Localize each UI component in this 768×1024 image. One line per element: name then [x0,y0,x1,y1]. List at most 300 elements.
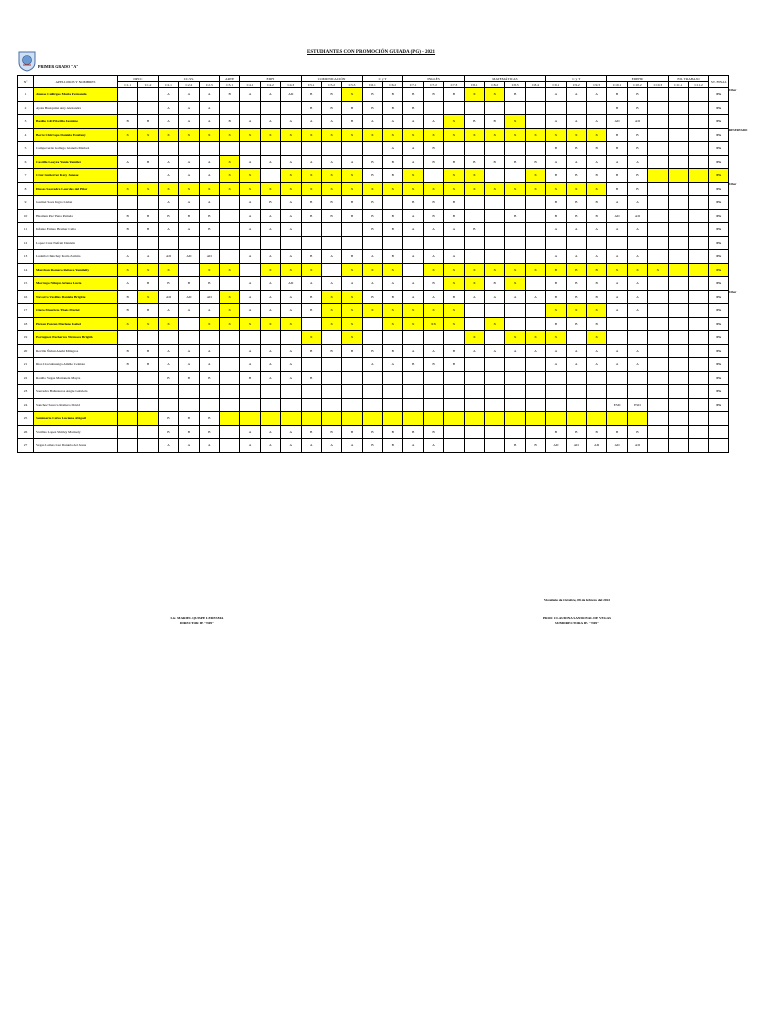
grade-cell [566,236,586,250]
grade-cell: A [607,304,627,318]
grade-cell: B [444,209,464,223]
competency-header: C10.2 [627,82,647,88]
grade-cell: X [383,304,403,318]
grade-cell: A [260,223,280,237]
grade-cell: AD [546,439,566,453]
student-number: 26 [18,425,34,439]
grade-cell [240,236,260,250]
grade-cell: X [342,331,362,345]
grade-cell: B [199,371,219,385]
student-number: 19 [18,331,34,345]
grade-cell [423,331,443,345]
grade-cell: A [199,344,219,358]
grade-cell: X [342,182,362,196]
grade-cell: A [158,304,178,318]
grade-cell: B [158,277,178,291]
grade-cell [668,209,688,223]
grade-cell: A [423,115,443,129]
grade-cell: A [627,304,647,318]
grade-cell: A [281,304,301,318]
grade-cell [444,371,464,385]
grade-cell: B [546,169,566,183]
grade-cell [688,101,708,115]
competency-header: C4.2 [260,82,280,88]
grade-cell [118,398,138,412]
student-row [18,236,729,250]
grade-cell [464,425,484,439]
grade-cell: A [199,304,219,318]
grade-cell: X [464,263,484,277]
grade-cell: A [586,223,606,237]
director-name: Lic. MARIEL QUISPE LEDESMA [170,616,224,620]
grade-cell [301,317,321,331]
competency-header: C10.1 [607,82,627,88]
grade-cell [668,263,688,277]
grade-cell [505,101,525,115]
grade-cell: ESD [627,398,647,412]
grade-cell: A [525,290,545,304]
grade-cell: X [566,182,586,196]
grade-cell: B [423,358,443,372]
student-row [18,331,729,345]
grade-cell [648,412,668,426]
grade-cell [403,412,423,426]
grade-cell [321,398,341,412]
final-status: PG [709,277,729,291]
grade-cell: X [464,128,484,142]
grade-cell [158,236,178,250]
grade-cell: B [342,250,362,264]
grade-cell [586,398,606,412]
grade-cell [281,385,301,399]
grade-cell [546,385,566,399]
grade-cell: A [179,169,199,183]
grade-cell: B [485,155,505,169]
grade-cell [423,398,443,412]
grade-cell: B [301,209,321,223]
grade-cell: B [362,209,382,223]
grade-cell [383,398,403,412]
grade-cell [627,385,647,399]
grade-cell: A [118,155,138,169]
grade-cell: X [301,331,321,345]
student-row [18,101,729,115]
grade-cell [586,371,606,385]
grade-cell [260,398,280,412]
grade-cell: B [383,425,403,439]
grade-cell: X [260,317,280,331]
grade-cell: X [505,263,525,277]
grade-cell [464,371,484,385]
grade-cell: B [362,155,382,169]
student-number: 3 [18,115,34,129]
competency-header: C6.1 [362,82,382,88]
grade-cell: B [138,304,158,318]
grade-cell: B [158,425,178,439]
grade-cell [342,398,362,412]
grade-cell [464,101,484,115]
grade-cell: B [383,169,403,183]
grade-cell: B [444,155,464,169]
grade-cell: X [423,304,443,318]
grade-cell: A [362,115,382,129]
grade-cell [118,101,138,115]
grade-cell: B [118,304,138,318]
grade-cell: B [362,169,382,183]
grade-cell [607,412,627,426]
grade-cell [464,304,484,318]
grade-cell: X [464,182,484,196]
grade-cell [199,331,219,345]
grade-cell: X [138,263,158,277]
grade-cell: X [321,128,341,142]
final-status: PG [709,358,729,372]
grade-cell [688,371,708,385]
grade-cell: B [607,88,627,102]
grade-cell: A [627,277,647,291]
grade-cell: A [281,196,301,210]
grade-cell: X [199,182,219,196]
grade-cell [505,250,525,264]
grade-cell: X [586,304,606,318]
grade-cell [464,358,484,372]
grade-cell [525,412,545,426]
grade-cell: B [566,169,586,183]
grade-cell [301,412,321,426]
grade-cell: A [158,439,178,453]
grade-cell: X [485,182,505,196]
grade-cell [648,115,668,129]
grade-cell: B [179,425,199,439]
student-number: 8 [18,182,34,196]
grade-cell: A [586,155,606,169]
grade-cell: A [383,142,403,156]
grade-cell [505,412,525,426]
student-number: 13 [18,250,34,264]
grade-cell: A [158,344,178,358]
grade-cell: B [138,115,158,129]
grade-cell: B [546,209,566,223]
grade-cell: B [179,209,199,223]
grade-cell: B [118,223,138,237]
grade-cell: A [158,155,178,169]
grade-cell [505,236,525,250]
grade-cell: X [403,182,423,196]
student-number: 2 [18,101,34,115]
grade-cell [403,263,423,277]
competency-header: C8.3 [505,82,525,88]
grade-cell: B [118,209,138,223]
subject-header: C y T [362,76,403,82]
grade-cell [219,425,239,439]
grade-cell: A [118,277,138,291]
grade-cell: X [546,182,566,196]
grade-cell: B [586,196,606,210]
grade-cell: B [444,88,464,102]
grade-cell [668,277,688,291]
grade-cell: B [138,223,158,237]
grade-cell: A [260,344,280,358]
grade-cell: B [301,425,321,439]
grade-cell: A [607,155,627,169]
grade-cell: X [485,88,505,102]
grade-cell [464,142,484,156]
grade-cell: B [118,115,138,129]
grade-cell: B [444,290,464,304]
grade-cell: A [281,115,301,129]
grade-cell: A [240,344,260,358]
grade-cell [423,385,443,399]
grade-cell: B [342,196,362,210]
final-status: PG [709,88,729,102]
student-name: Ayala Bustquinz Any Alexandra [34,101,118,115]
grade-cell: X [219,169,239,183]
grade-cell: X [321,169,341,183]
grade-cell: A [627,196,647,210]
grade-cell [240,398,260,412]
student-row [18,250,729,264]
grade-cell: B [362,344,382,358]
student-name: Vegas Lamas Luz Daniela del Jesus [34,439,118,453]
grade-cell [383,236,403,250]
grade-cell: A [179,304,199,318]
grade-cell: X [464,169,484,183]
grade-cell: A [199,169,219,183]
grade-cell: A [260,209,280,223]
grade-cell: B [444,196,464,210]
grade-cell [118,169,138,183]
student-number: 23 [18,385,34,399]
grade-cell [505,196,525,210]
grade-cell: X [383,128,403,142]
grade-cell [648,223,668,237]
grade-cell: X [464,277,484,291]
grade-cell [668,169,688,183]
grade-cell: X [158,128,178,142]
grade-cell: B [118,290,138,304]
grade-cell [118,412,138,426]
grade-cell: A [240,425,260,439]
grade-cell [423,371,443,385]
grade-cell [383,385,403,399]
grade-cell: A [179,196,199,210]
student-row [18,223,729,237]
grade-cell: B [138,358,158,372]
student-number: 9 [18,196,34,210]
student-name: Navarro Vasillas Daniela Brigitte [34,290,118,304]
grade-cell [648,88,668,102]
subject-header: C y T [546,76,607,82]
grade-cell: B [566,425,586,439]
student-name: Infante Ermeo Bramer Celia [34,223,118,237]
grade-cell: B [586,142,606,156]
grade-cell: X [342,290,362,304]
grade-cell [546,101,566,115]
grade-cell [321,371,341,385]
grade-cell: A [383,277,403,291]
grade-cell: X [383,182,403,196]
director-signature-block [132,616,262,626]
grade-cell [281,412,301,426]
grade-cell: B [464,223,484,237]
grade-cell: A [403,250,423,264]
grade-cell: X [505,277,525,291]
grade-cell [444,331,464,345]
grade-cell [648,317,668,331]
student-name: Portuguez Pacherres Nicmaca Brigith [34,331,118,345]
final-status [709,439,729,453]
grade-cell: X [525,128,545,142]
grade-cell [648,385,668,399]
grade-cell: B [627,128,647,142]
grade-cell [403,331,423,345]
grade-cell [383,412,403,426]
grade-cell: B [383,290,403,304]
grade-cell: X [138,290,158,304]
grade-cell: B [321,425,341,439]
grade-cell: X [546,304,566,318]
grade-cell [321,263,341,277]
grade-cell: A [403,344,423,358]
grade-cell [444,236,464,250]
grade-cell [648,155,668,169]
grade-cell [525,304,545,318]
grade-cell [219,223,239,237]
final-status: PG [709,101,729,115]
grade-cell [138,439,158,453]
grade-cell [546,236,566,250]
grade-cell: X [342,304,362,318]
student-number: 10 [18,209,34,223]
grade-cell [525,196,545,210]
grade-cell [627,236,647,250]
final-status: PG [709,250,729,264]
grade-cell: X [525,263,545,277]
grade-cell: X [219,128,239,142]
grade-cell: AD [607,209,627,223]
student-row [18,209,729,223]
grade-cell: A [362,358,382,372]
grade-cell [688,155,708,169]
side-note: RESERVADO [729,128,748,133]
grade-cell [627,371,647,385]
grade-cell: B [546,425,566,439]
competency-header: C8.2 [485,82,505,88]
grade-cell: A [281,290,301,304]
grade-cell [648,439,668,453]
grade-cell [219,344,239,358]
grade-cell: X [423,263,443,277]
grade-cell [668,398,688,412]
grade-cell: B [383,223,403,237]
grade-cell: A [546,115,566,129]
student-number: 20 [18,344,34,358]
grade-cell: X [219,290,239,304]
grade-cell: B [321,209,341,223]
student-row [18,304,729,318]
grade-cell [505,304,525,318]
grade-cell: B [362,101,382,115]
grade-cell: B [485,277,505,291]
grade-cell: X [423,128,443,142]
grade-cell: A [505,290,525,304]
grade-cell: A [240,358,260,372]
final-status: PG [709,142,729,156]
grade-cell [321,385,341,399]
grade-cell [607,371,627,385]
grade-cell: X [138,182,158,196]
student-row [18,439,729,453]
competency-header: C8.1 [464,82,484,88]
grade-cell: X [240,128,260,142]
grade-cell [648,169,668,183]
grade-cell: X [342,128,362,142]
grade-cell [199,398,219,412]
grade-cell: A [281,223,301,237]
grade-cell [668,101,688,115]
grade-cell: B [179,277,199,291]
grade-cell [138,385,158,399]
final-status: PG [709,169,729,183]
student-row [18,358,729,372]
grade-cell [668,412,688,426]
grade-cell: A [240,88,260,102]
grade-cell: A [403,439,423,453]
grade-cell: A [485,344,505,358]
grade-cell: A [138,250,158,264]
grade-cell: X [403,169,423,183]
subject-header: ARTE [219,76,239,82]
final-status: PG [709,182,729,196]
grade-cell: B [158,412,178,426]
grade-cell: B [219,115,239,129]
student-number: 17 [18,304,34,318]
grade-cell: X [485,263,505,277]
grade-cell [485,439,505,453]
final-status: PG [709,304,729,318]
grade-cell [648,290,668,304]
grade-cell: A [281,439,301,453]
grade-cell: A [383,115,403,129]
grade-cell [464,385,484,399]
grade-cell: A [321,155,341,169]
grade-cell [505,317,525,331]
grade-cell: A [158,196,178,210]
grade-cell [485,101,505,115]
grade-cell: B [362,88,382,102]
col-n-header: Nº [18,76,34,88]
final-status: PG [709,209,729,223]
grade-cell: X [138,128,158,142]
grade-cell [485,412,505,426]
grade-cell [281,398,301,412]
final-status: PG [709,371,729,385]
final-status: PG [709,331,729,345]
competency-header: C10.3 [648,82,668,88]
grade-cell [688,331,708,345]
student-row [18,88,729,102]
student-row [18,196,729,210]
grade-cell [586,101,606,115]
grade-cell [444,412,464,426]
final-status: PG [709,385,729,399]
grade-cell [688,398,708,412]
grade-cell: A [281,155,301,169]
grade-cell [444,439,464,453]
grade-cell: A [240,223,260,237]
grade-cell: A [586,344,606,358]
student-name: Sanchez Saucca Romero David [34,398,118,412]
